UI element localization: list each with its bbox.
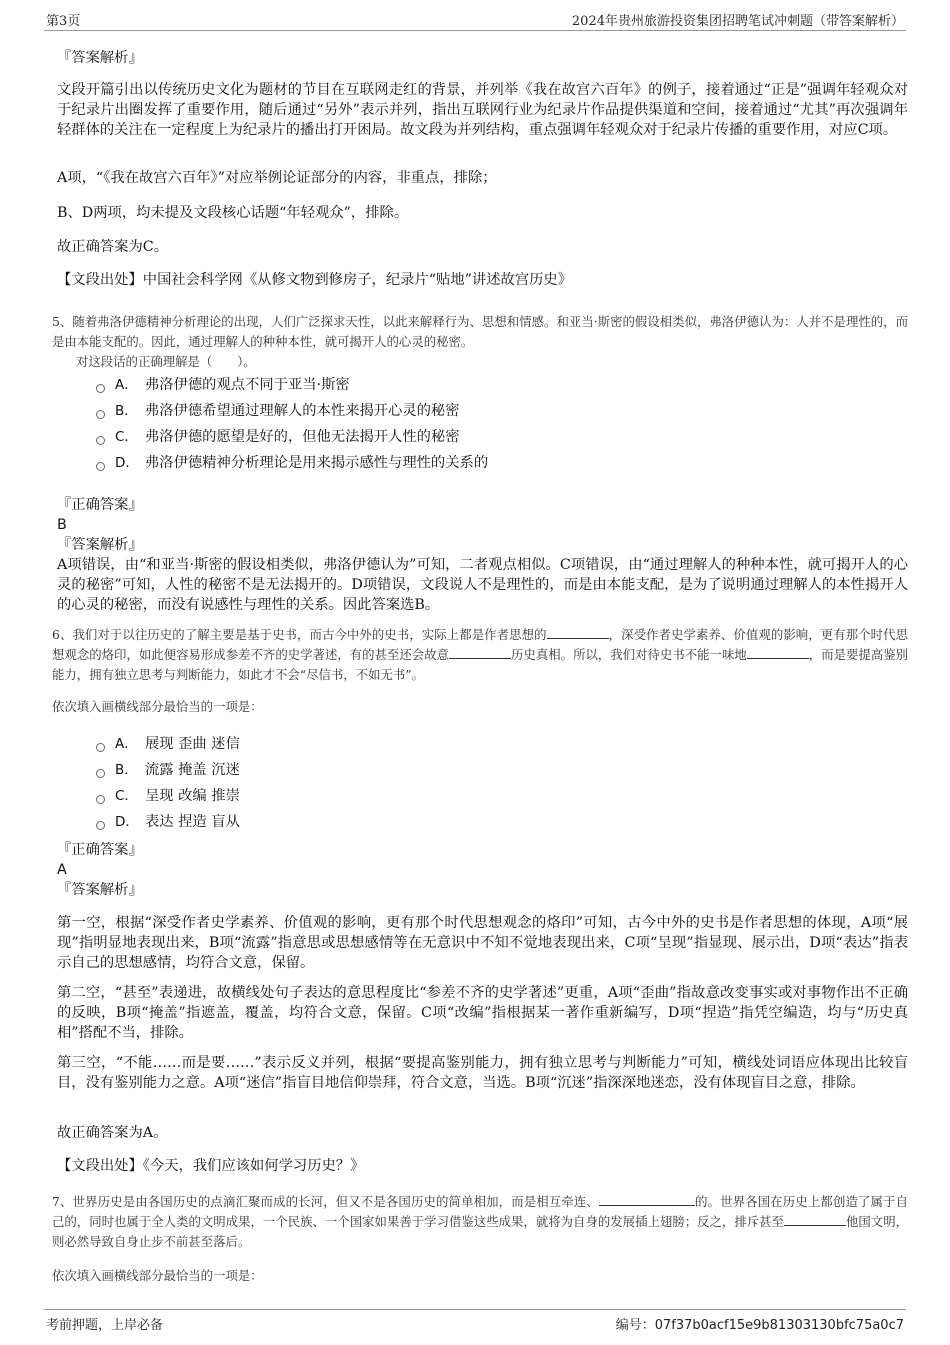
q6-analysis-2-block bbox=[57, 983, 908, 1043]
option-key: A． bbox=[115, 736, 138, 752]
footer-slogan: 考前押题，上岸必备 bbox=[46, 1318, 164, 1333]
q4-line-a-block bbox=[57, 168, 908, 188]
q6-stem-part: 历史真相。所以，我们对待史书不能一味地 bbox=[511, 647, 747, 662]
q4-line-a: A项，“《我在故宫六百年》”对应举例论证部分的内容，非重点，排除； bbox=[57, 170, 497, 186]
radio-icon[interactable] bbox=[96, 384, 105, 393]
q4-line-bd-block bbox=[57, 203, 908, 223]
q4-line-bd: B、D两项，均未提及文段核心话题“年轻观众”，排除。 bbox=[57, 205, 409, 221]
option-text: 表达 捏造 盲从 bbox=[145, 814, 240, 830]
q4-source: 【文段出处】中国社会科学网《从修文物到修房子，纪录片“贴地”讲述故宫历史》 bbox=[57, 272, 573, 288]
q6-option-c[interactable] bbox=[96, 786, 240, 806]
q7-prompt-block bbox=[52, 1266, 908, 1286]
q7-stem-part: 7、世界历史是由各国历史的点滴汇聚而成的长河，但又不是各国历史的简单相加，而是相互牵连、 bbox=[52, 1194, 599, 1209]
radio-icon[interactable] bbox=[96, 769, 105, 778]
q4-analysis: 文段开篇引出以传统历史文化为题材的节目在互联网走红的背景，并列举《我在故宫六百年》的例子，接着通过“正是”强调年轻观众对于纪录片出圈发挥了重要作用，随后通过“另外”表示并列，指出互联网行业为纪录片作品提供渠道和空间，接着通过“尤其”再次强调年轻群体的关注在一定程度上为纪录片的播出打开困局。故文段为并列结构，重点强调年轻观众对于纪录片传播的重要作用，对应C项。 bbox=[57, 82, 908, 138]
q5-stem-block bbox=[52, 312, 908, 372]
q5-option-c[interactable] bbox=[96, 427, 460, 447]
q6-analysis-1-block bbox=[57, 913, 908, 973]
q6-answer-line: 故正确答案为A。 bbox=[57, 1125, 168, 1141]
q6-source-block bbox=[57, 1156, 908, 1176]
option-key: D． bbox=[115, 814, 139, 830]
option-key: C． bbox=[115, 788, 138, 804]
option-key: B． bbox=[115, 762, 138, 778]
q5-correct-label: 『正确答案』 bbox=[57, 497, 143, 513]
q6-analysis-label: 『答案解析』 bbox=[57, 882, 143, 898]
q6-answer-block bbox=[57, 1123, 908, 1143]
q6-option-d[interactable] bbox=[96, 812, 240, 832]
q4-answer-line: 故正确答案为C。 bbox=[57, 239, 169, 255]
q6-analysis-label-block bbox=[57, 880, 908, 900]
q4-analysis-label: 『答案解析』 bbox=[57, 50, 143, 66]
q5-analysis: A项错误，由“和亚当·斯密的假设相类似，弗洛伊德认为”可知，二者观点相似。C项错误，由“通过理解人的种种本性，就可揭开人的心灵的秘密”可知，人性的秘密不是无法揭开的。D项错误，文段说人不是理性的，而是由本能支配，是为了说明通过理解人的本性揭开人的心灵的秘密，而没有说感性与理性的关系。因此答案选B。 bbox=[57, 557, 908, 613]
q6-correct-block bbox=[57, 840, 908, 880]
q7-prompt: 依次填入画横线部分最恰当的一项是： bbox=[52, 1268, 263, 1283]
option-key: A． bbox=[115, 377, 138, 393]
q6-source: 【文段出处】《今天，我们应该如何学习历史？》 bbox=[57, 1158, 365, 1174]
q5-analysis-label: 『答案解析』 bbox=[57, 537, 143, 553]
q7-stem-block bbox=[52, 1192, 908, 1252]
q6-analysis-2: 第二空，“甚至”表递进，故横线处句子表达的意思程度比“参差不齐的史学著述”更重，A项“歪曲”指故意改变事实或对事物作出不正确的反映，B项“掩盖”指遮盖，覆盖，均符合文意，保留。C项“改编”指根据某一著作重新编写，D项“捏造”指凭空编造，均与“历史真相”搭配不当，排除。 bbox=[57, 985, 908, 1041]
q7-stem-part: 的。世界各国在历史上都创造了属于自己的，同时也属于全人类的文明成果，一个民族、一个国家如果善于学习借鉴这些成果，就将为自身的发展插上翅膀；反之，排斥甚至 bbox=[52, 1194, 908, 1229]
option-key: C． bbox=[115, 429, 138, 445]
option-text: 展现 歪曲 迷信 bbox=[145, 736, 240, 752]
q6-analysis-3-block bbox=[57, 1053, 908, 1093]
footer-divider bbox=[44, 1309, 906, 1310]
q4-source-block bbox=[57, 270, 908, 290]
q7-stem-part: 他国文明，则必然导致自身止步不前甚至落后。 bbox=[52, 1214, 908, 1249]
q5-correct-block bbox=[57, 495, 908, 615]
q6-option-b[interactable] bbox=[96, 760, 240, 780]
option-text: 弗洛伊德的观点不同于亚当·斯密 bbox=[145, 377, 350, 393]
fill-blank bbox=[784, 1212, 846, 1226]
option-text: 弗洛伊德的愿望是好的，但他无法揭开人性的秘密 bbox=[145, 429, 460, 445]
q5-prompt: 对这段话的正确理解是（ ）。 bbox=[76, 354, 256, 369]
q6-stem-part: ，深受作者史学素养、价值观的影响，更有那个时代思想观念的烙印，如此便容易形成参差不齐的史学著述，有的甚至还会故意 bbox=[52, 627, 908, 662]
q4-analysis-block bbox=[57, 80, 908, 140]
q4-answer-block bbox=[57, 237, 908, 257]
q7-stem bbox=[52, 1192, 908, 1252]
q6-prompt-block bbox=[52, 697, 908, 717]
q6-stem-block bbox=[52, 625, 908, 685]
radio-icon[interactable] bbox=[96, 462, 105, 471]
q5-stem: 5、随着弗洛伊德精神分析理论的出现，人们广泛探求天性，以此来解释行为、思想和情感。和亚当·斯密的假设相类似，弗洛伊德认为：人并不是理性的，而是由本能支配的。因此，通过理解人的种种本性，就可揭开人的心灵的秘密。 bbox=[52, 314, 908, 349]
fill-blank bbox=[599, 1192, 695, 1206]
q5-option-b[interactable] bbox=[96, 401, 460, 421]
option-text: 弗洛伊德精神分析理论是用来揭示感性与理性的关系的 bbox=[145, 455, 489, 471]
fill-blank bbox=[547, 625, 609, 639]
header-divider bbox=[44, 30, 906, 31]
q6-analysis-1: 第一空，根据“深受作者史学素养、价值观的影响，更有那个时代思想观念的烙印”可知，古今中外的史书是作者思想的体现，A项“展现”指明显地表现出来，B项“流露”指意思或思想感情等在无意识中不知不觉地表现出来，C项“呈现”指显现、展示出，D项“表达”指表示自己的思想感情，均符合文意，保留。 bbox=[57, 915, 908, 971]
q6-correct-answer: A bbox=[57, 862, 67, 878]
radio-icon[interactable] bbox=[96, 743, 105, 752]
radio-icon[interactable] bbox=[96, 821, 105, 830]
q6-stem-part: 6、我们对于以往历史的了解主要是基于史书，而古今中外的史书，实际上都是作者思想的 bbox=[52, 627, 547, 642]
q6-prompt: 依次填入画横线部分最恰当的一项是： bbox=[52, 699, 263, 714]
q5-correct-answer: B bbox=[57, 517, 67, 533]
option-key: D． bbox=[115, 455, 139, 471]
q5-option-a[interactable] bbox=[96, 375, 350, 395]
page-number: 第3页 bbox=[46, 14, 81, 29]
q6-analysis-3: 第三空，“不能……而是要……”表示反义并列，根据“要提高鉴别能力，拥有独立思考与判断能力”可知，横线处词语应体现出比较盲目，没有鉴别能力之意。A项“迷信”指盲目地信仰崇拜，符合文意，当选。B项“沉迷”指深深地迷恋，没有体现盲目之意，排除。 bbox=[57, 1055, 908, 1091]
q5-option-d[interactable] bbox=[96, 453, 488, 473]
document-code: 编号：07f37b0acf15e9b81303130bfc75a0c7 bbox=[615, 1318, 904, 1333]
q6-stem bbox=[52, 625, 908, 685]
option-text: 流露 掩盖 沉迷 bbox=[145, 762, 240, 778]
q6-option-a[interactable] bbox=[96, 734, 240, 754]
radio-icon[interactable] bbox=[96, 410, 105, 419]
q6-stem-part: ，而是要提高鉴别能力，拥有独立思考与判断能力，如此才不会“尽信书，不如无书”。 bbox=[52, 647, 909, 682]
q6-correct-label: 『正确答案』 bbox=[57, 842, 143, 858]
radio-icon[interactable] bbox=[96, 436, 105, 445]
option-text: 弗洛伊德希望通过理解人的本性来揭开心灵的秘密 bbox=[145, 403, 460, 419]
document-title: 2024年贵州旅游投资集团招聘笔试冲刺题（带答案解析） bbox=[571, 14, 904, 29]
q4-analysis-label-block bbox=[57, 48, 908, 68]
fill-blank bbox=[747, 645, 809, 659]
radio-icon[interactable] bbox=[96, 795, 105, 804]
option-key: B． bbox=[115, 403, 138, 419]
fill-blank bbox=[449, 645, 511, 659]
option-text: 呈现 改编 推崇 bbox=[145, 788, 240, 804]
